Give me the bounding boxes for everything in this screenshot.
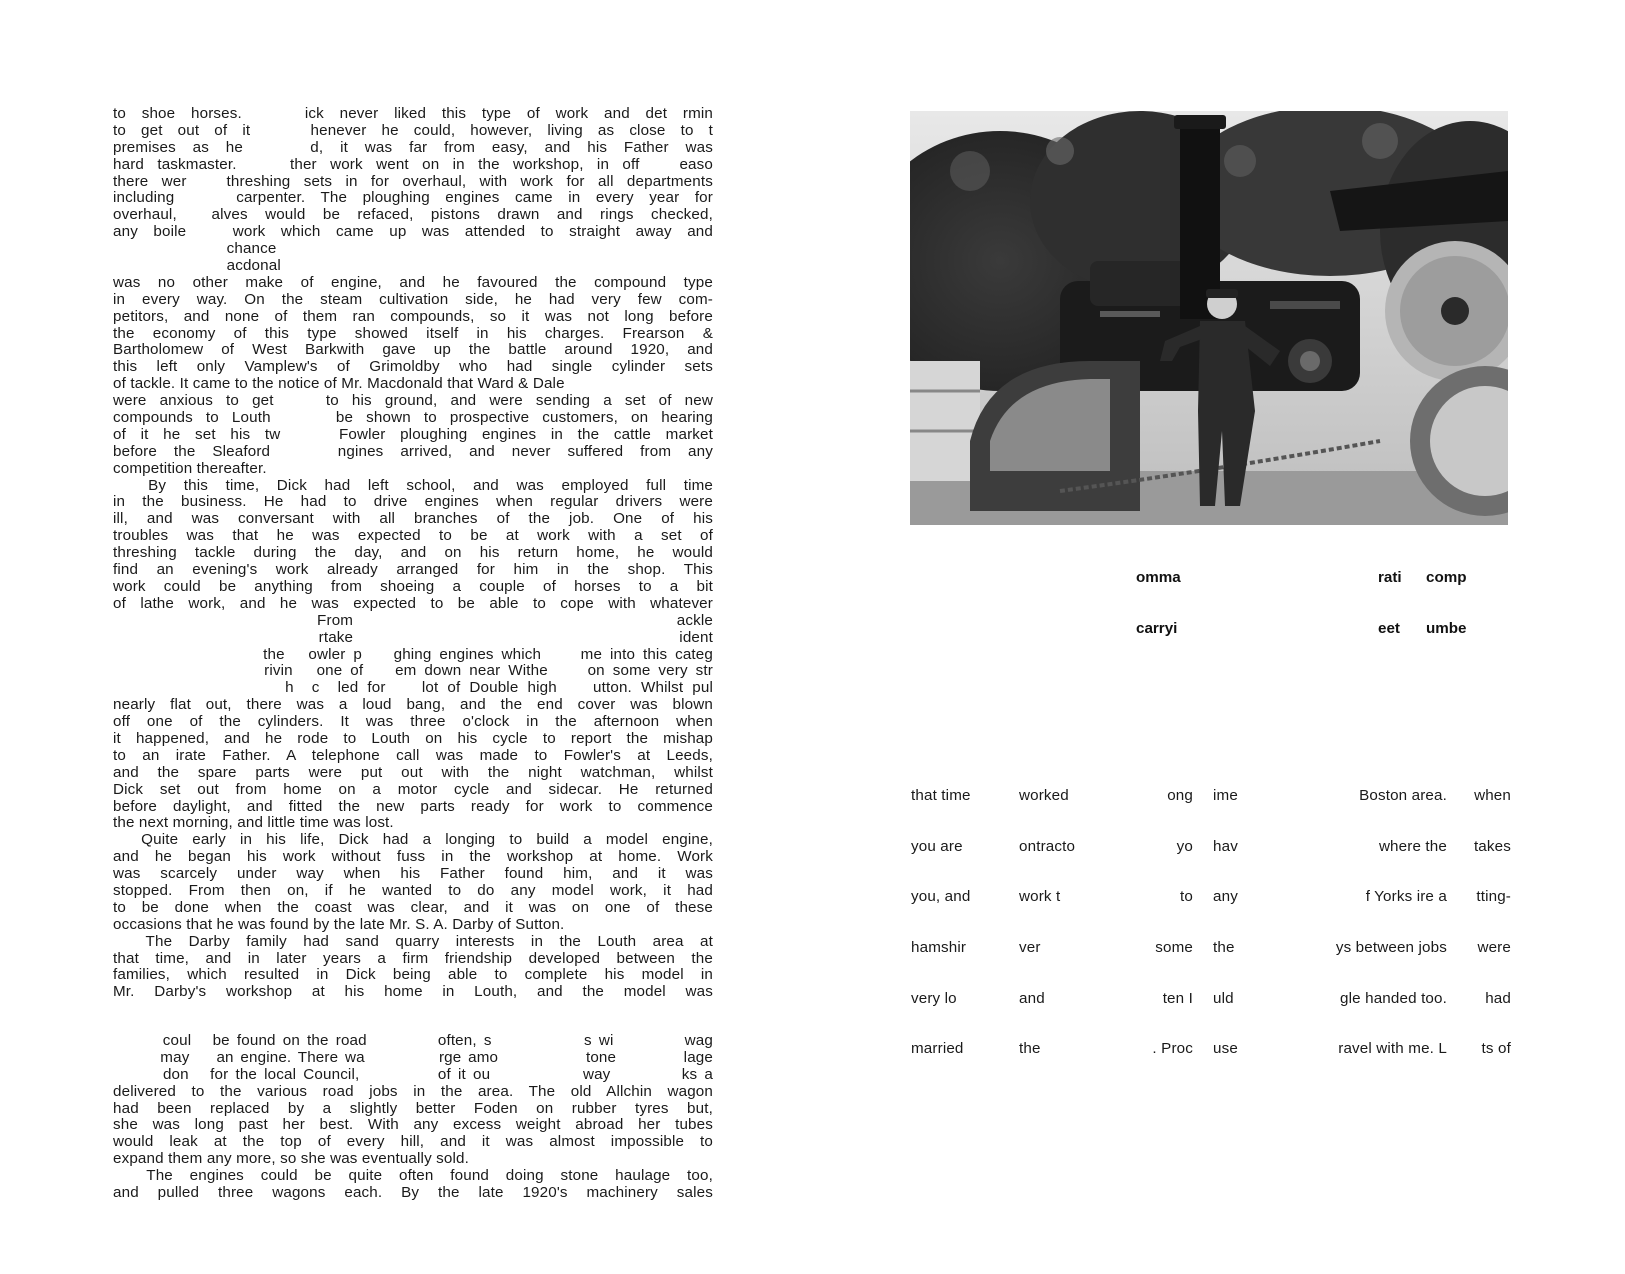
text-line: delivered to the various road jobs in the area. The old Allchin wagon — [113, 1082, 713, 1100]
text-fragment: ravel with me. L — [1338, 1040, 1447, 1058]
text-fragment: Boston area. — [1359, 786, 1447, 804]
text-column-1 — [911, 754, 971, 1092]
text-column-6 — [1451, 754, 1511, 1092]
text-fragment: uld — [1213, 989, 1234, 1007]
text-fragment: where the — [1378, 837, 1447, 855]
text-fragment: hamshir — [911, 938, 967, 956]
caption-fragment: comp — [1426, 569, 1467, 586]
text-fragment: some — [1155, 938, 1193, 956]
text-line: and the spare parts were put out with the night watchman, whilst — [113, 763, 713, 781]
text-line: to an irate Father. A telephone call was made to Fowler's at Leeds, — [113, 746, 713, 764]
text-line: any boile work which came up was attended to straight away and — [113, 223, 713, 241]
text-line: stopped. From then on, if he wanted to do any model work, it had — [113, 881, 713, 899]
text-line: occasions that he was found by the late Mr. S. A. Darby of Sutton. — [113, 915, 565, 933]
text-line: the owler p ghing engines which me into this categ — [113, 645, 713, 663]
text-column-4 — [1213, 754, 1239, 1092]
text-line: acdonal — [113, 257, 281, 275]
caption-fragment: omma — [1136, 569, 1181, 586]
text-line: overhaul, alves would be refaced, pistons drawn and rings checked, — [113, 206, 713, 224]
text-fragment: yo — [1176, 837, 1193, 855]
text-line: coul be found on the road often, s s wi wag — [113, 1032, 713, 1049]
text-fragment: ys between jobs — [1335, 938, 1447, 956]
text-line: threshing tackle during the day, and on his return home, he would — [113, 544, 713, 562]
text-line: competition thereafter. — [113, 459, 267, 477]
text-line: to shoe horses. ick never liked this type of work and det rmin — [113, 105, 713, 122]
text-line: that time, and in later years a firm friendship developed between the — [113, 949, 713, 967]
text-line: of tackle. It came to the notice of Mr. Macdonald that Ward & Dale — [113, 375, 565, 393]
text-fragment: that time — [911, 786, 971, 804]
text-line: the economy of this type showed itself in his charges. Frearson & — [113, 324, 713, 342]
text-fragment: ts of — [1481, 1040, 1511, 1058]
text-line: the next morning, and little time was lost. — [113, 814, 394, 832]
text-line: in every way. On the steam cultivation side, he had very few com- — [113, 290, 713, 308]
text-line: ill, and was conversant with all branches of the job. One of his — [113, 510, 713, 528]
text-line: this left only Vamplew's of Grimoldby who had single cylinder sets — [113, 358, 713, 376]
text-line: and pulled three wagons each. By the late 1920's machinery sales — [113, 1184, 713, 1202]
text-line: nearly flat out, there was a loud bang, and the end cover was blown — [113, 696, 713, 714]
steam-engine-illustration — [910, 111, 1508, 525]
text-fragment: any — [1213, 888, 1238, 906]
text-line: don for the local Council, of it ou way ks a — [113, 1065, 713, 1083]
text-line: including carpenter. The ploughing engines came in every year for — [113, 189, 713, 207]
right-page — [800, 0, 1625, 1274]
text-fragment: when — [1474, 786, 1511, 804]
text-fragment: hav — [1213, 837, 1238, 855]
text-line: there wer threshing sets in for overhaul, with work for all departments — [113, 172, 713, 190]
text-column-3 — [1133, 754, 1193, 1092]
photo-caption-middle — [1378, 535, 1402, 671]
text-line: in the business. He had to drive engines when regular drivers were — [113, 493, 713, 511]
steam-engine-photo — [910, 111, 1508, 525]
text-line: compounds to Louth be shown to prospective customers, on hearing — [113, 409, 713, 427]
text-fragment: to — [1180, 888, 1193, 906]
text-column-2 — [1019, 754, 1075, 1092]
text-line: Dick set out from home on a motor cycle and sidecar. He returned — [113, 780, 713, 798]
text-fragment: and — [1019, 989, 1045, 1007]
text-fragment: ime — [1213, 786, 1238, 804]
caption-fragment: umbe — [1426, 620, 1467, 637]
text-fragment: gle handed too. — [1340, 989, 1447, 1007]
text-line: had been replaced by a slightly better Foden on rubber tyres but, — [113, 1099, 713, 1117]
article-text-block-1 — [113, 106, 713, 1001]
text-line: would leak at the top of every hill, and it was almost impossible to — [113, 1133, 713, 1151]
text-line: chance — [113, 240, 277, 258]
text-line: The Darby family had sand quarry interests in the Louth area at — [113, 932, 713, 950]
text-fragment: married — [911, 1040, 964, 1058]
text-line: troubles was that he was expected to be at work with a set of — [113, 527, 713, 545]
caption-fragment: carryi — [1136, 620, 1178, 637]
text-line: find an evening's work already arranged for him in the shop. This — [113, 561, 713, 579]
article-text-block-2 — [113, 1033, 713, 1202]
text-fragment: ver — [1019, 938, 1041, 956]
text-line: and he began his work without fuss in the workshop at home. Work — [113, 848, 713, 866]
text-line: families, which resulted in Dick being able to complete his model in — [113, 966, 713, 984]
text-fragment: use — [1213, 1040, 1238, 1058]
photo-caption-left — [1136, 535, 1181, 671]
text-line: petitors, and none of them ran compounds, so it was not long before — [113, 307, 713, 325]
text-line: were anxious to get to his ground, and were sending a set of new — [113, 392, 713, 410]
text-fragment: very lo — [911, 989, 957, 1007]
text-line: it happened, and he rode to Louth on his cycle to report the mishap — [113, 729, 713, 747]
text-line: may an engine. There wa rge amo tone lage — [113, 1048, 713, 1066]
text-fragment: ten I — [1162, 989, 1193, 1007]
text-line: was scarcely under way when his Father found him, and it was — [113, 865, 713, 883]
text-line: of it he set his tw Fowler ploughing engines in the cattle market — [113, 425, 713, 443]
text-line: she was long past her best. With any excess weight abroad her tubes — [113, 1116, 713, 1134]
text-fragment: you, and — [911, 888, 971, 906]
text-line: premises as he d, it was far from easy, and his Father was — [113, 138, 713, 156]
text-line: The engines could be quite often found doing stone haulage too, — [113, 1167, 713, 1185]
text-fragment: were — [1477, 938, 1511, 956]
text-fragment: worked — [1019, 786, 1069, 804]
text-line: of lathe work, and he was expected to be able to cope with whatever — [113, 594, 713, 612]
text-line: work could be anything from shoeing a couple of horses to a bit — [113, 577, 713, 595]
text-line: was no other make of engine, and he favoured the compound type — [113, 273, 713, 291]
text-fragment: ong — [1167, 786, 1193, 804]
text-line: h c led for lot of Double high utton. Whilst pul — [113, 679, 713, 697]
text-fragment: had — [1485, 989, 1511, 1007]
text-line: before daylight, and fitted the new parts ready for work to commence — [113, 797, 713, 815]
text-fragment: ontracto — [1019, 837, 1076, 855]
text-line: hard taskmaster. ther work went on in the workshop, in off easo — [113, 155, 713, 173]
text-fragment: . Proc — [1152, 1040, 1193, 1058]
text-line: before the Sleaford ngines arrived, and never suffered from any — [113, 442, 713, 460]
text-line: From ackle — [113, 611, 713, 629]
text-line: to be done when the coast was clear, and it was on one of these — [113, 898, 713, 916]
text-line: Quite early in his life, Dick had a longing to build a model engine, — [113, 831, 713, 849]
photo-caption-right — [1426, 535, 1467, 671]
text-line: By this time, Dick had left school, and was employed full time — [113, 476, 713, 494]
text-line: rivin one of em down near Withe on some very str — [113, 662, 713, 680]
caption-fragment: eet — [1378, 620, 1400, 637]
text-fragment: the — [1213, 938, 1235, 956]
text-fragment: takes — [1473, 837, 1511, 855]
text-line: Bartholomew of West Barkwith gave up the battle around 1920, and — [113, 341, 713, 359]
text-fragment: the — [1019, 1040, 1041, 1058]
text-column-5 — [1301, 754, 1447, 1092]
caption-fragment: rati — [1378, 569, 1402, 586]
left-page — [0, 0, 800, 1274]
text-fragment: you are — [911, 837, 963, 855]
text-line: to get out of it henever he could, however, living as close to t — [113, 121, 713, 139]
text-fragment: f Yorks ire a — [1365, 888, 1447, 906]
text-line: off one of the cylinders. It was three o'clock in the afternoon when — [113, 713, 713, 731]
text-fragment: work t — [1019, 888, 1061, 906]
text-line: Mr. Darby's workshop at his home in Louth, and the model was — [113, 983, 713, 1001]
text-line: expand them any more, so she was eventually sold. — [113, 1150, 470, 1168]
text-line: rtake ident — [113, 628, 713, 646]
text-fragment: tting- — [1476, 888, 1511, 906]
